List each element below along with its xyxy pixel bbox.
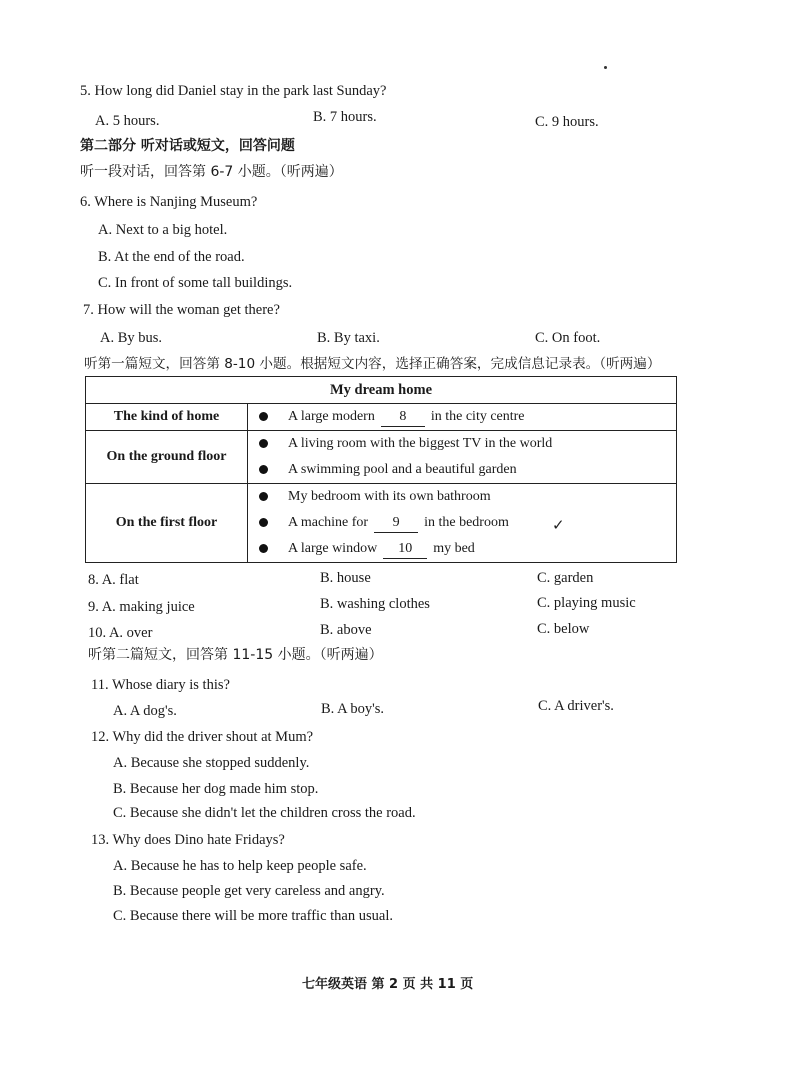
q7-option-a: A. By bus. bbox=[100, 330, 163, 346]
q6-option-c: C. In front of some tall buildings. bbox=[98, 275, 293, 291]
q6-stem: 6. Where is Nanjing Museum? bbox=[80, 194, 258, 210]
q12-stem: 12. Why did the driver shout at Mum? bbox=[91, 729, 314, 745]
q11-stem: 11. Whose diary is this? bbox=[91, 677, 230, 693]
bullet-icon bbox=[259, 465, 268, 474]
dialogue-instruction: 听一段对话，回答第 6-7 小题。（听两遍） bbox=[80, 164, 343, 180]
table-row-ground-floor bbox=[86, 431, 677, 484]
list-item: A swimming pool and a beautiful garden bbox=[254, 457, 676, 483]
q12-option-c: C. Because she didn't let the children cross the road. bbox=[113, 805, 416, 821]
q10-option-c: C. below bbox=[537, 621, 590, 637]
q6-option-a: A. Next to a big hotel. bbox=[98, 222, 228, 238]
list-item: A machine for 9 in the bedroom ✓ bbox=[254, 510, 676, 536]
q8-option-b: B. house bbox=[320, 570, 371, 586]
answer-blank-10: 10 bbox=[383, 540, 427, 559]
bullet-icon bbox=[259, 492, 268, 501]
q6-option-b: B. At the end of the road. bbox=[98, 249, 245, 265]
q11-option-c: C. A driver's. bbox=[538, 698, 614, 714]
table-row-kind-of-home bbox=[86, 404, 677, 431]
q7-option-b: B. By taxi. bbox=[317, 330, 380, 346]
q9-option-c: C. playing music bbox=[537, 595, 636, 611]
q7-option-c: C. On foot. bbox=[535, 330, 601, 346]
bullet-icon bbox=[259, 544, 268, 553]
row-items bbox=[248, 431, 677, 484]
q12-option-a: A. Because she stopped suddenly. bbox=[113, 755, 310, 771]
bullet-icon bbox=[259, 412, 268, 421]
row-items bbox=[248, 484, 677, 563]
list-item: My bedroom with its own bathroom bbox=[254, 484, 676, 510]
q12-option-b: B. Because her dog made him stop. bbox=[113, 781, 319, 797]
row-label: The kind of home bbox=[86, 404, 248, 431]
q13-option-c: C. Because there will be more traffic than usual. bbox=[113, 908, 393, 924]
q9-option-a: 9. A. making juice bbox=[88, 599, 195, 615]
info-record-table bbox=[85, 376, 677, 563]
q9-option-b: B. washing clothes bbox=[320, 596, 430, 612]
q5-stem: 5. How long did Daniel stay in the park last Sunday? bbox=[80, 83, 387, 99]
list-item: A large modern 8 in the city centre bbox=[254, 404, 676, 430]
list-item: A living room with the biggest TV in the world bbox=[254, 431, 676, 457]
q5-option-c: C. 9 hours. bbox=[535, 114, 599, 130]
passage2-instruction: 听第二篇短文，回答第 11-15 小题。（听两遍） bbox=[88, 647, 383, 663]
table-row-first-floor bbox=[86, 484, 677, 563]
q13-option-a: A. Because he has to help keep people safe. bbox=[113, 858, 367, 874]
answer-blank-8: 8 bbox=[381, 408, 425, 427]
passage1-instruction: 听第一篇短文，回答第 8-10 小题。根据短文内容，选择正确答案，完成信息记录表。（听两遍） bbox=[84, 356, 661, 372]
checkmark-icon: ✓ bbox=[552, 516, 565, 534]
q10-option-b: B. above bbox=[320, 622, 372, 638]
q5-option-a: A. 5 hours. bbox=[95, 113, 160, 129]
table-title: My dream home bbox=[86, 377, 677, 404]
row-label: On the first floor bbox=[86, 484, 248, 563]
scan-speck bbox=[604, 66, 607, 69]
q13-option-b: B. Because people get very careless and angry. bbox=[113, 883, 385, 899]
q8-option-c: C. garden bbox=[537, 570, 594, 586]
q13-stem: 13. Why does Dino hate Fridays? bbox=[91, 832, 285, 848]
q10-option-a: 10. A. over bbox=[88, 625, 153, 641]
list-item: A large window 10 my bed bbox=[254, 536, 676, 562]
row-label: On the ground floor bbox=[86, 431, 248, 484]
q11-option-a: A. A dog's. bbox=[113, 703, 177, 719]
q11-option-b: B. A boy's. bbox=[321, 701, 385, 717]
bullet-icon bbox=[259, 439, 268, 448]
part2-heading: 第二部分 听对话或短文，回答问题 bbox=[80, 138, 295, 154]
answer-blank-9: 9 bbox=[374, 514, 418, 533]
row-items bbox=[248, 404, 677, 431]
q8-option-a: 8. A. flat bbox=[88, 572, 139, 588]
q7-stem: 7. How will the woman get there? bbox=[83, 302, 280, 318]
q5-option-b: B. 7 hours. bbox=[313, 109, 377, 125]
page-footer: 七年级英语 第 2 页 共 11 页 bbox=[302, 977, 474, 992]
bullet-icon bbox=[259, 518, 268, 527]
